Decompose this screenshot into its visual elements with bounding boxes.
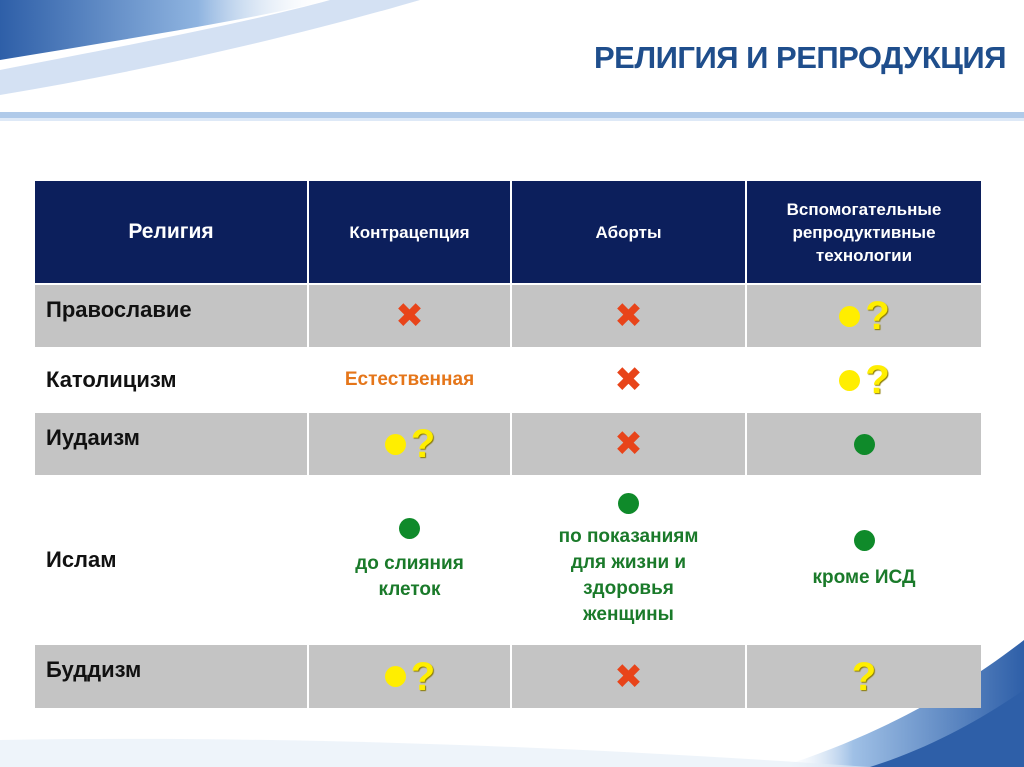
cell-abortion [511, 644, 746, 708]
cell-art [746, 284, 981, 348]
table-row-buddhism [35, 644, 981, 708]
cell-art [746, 476, 981, 644]
cell-contraception [308, 412, 511, 476]
religion-name: Ислам [35, 476, 308, 644]
table-row-islam [35, 476, 981, 644]
question-mark-icon: ? [865, 358, 890, 402]
table-row-judaism [35, 412, 981, 476]
green-dot-icon [854, 530, 875, 551]
header-abortion: Аборты [511, 181, 746, 284]
religion-name: Католицизм [35, 348, 308, 412]
question-mark-icon: ? [851, 654, 877, 699]
yellow-dot-icon [385, 666, 406, 687]
cross-icon: ✖ [614, 361, 643, 399]
slide-title: РЕЛИГИЯ И РЕПРОДУКЦИЯ [593, 40, 1006, 75]
contraception-note: до слияния клеток [355, 552, 464, 600]
religion-name: Иудаизм [35, 412, 308, 476]
question-mark-icon: ? [865, 294, 890, 338]
cell-abortion [511, 476, 746, 644]
header-art: Вспомогательные репродуктивные технологии [746, 181, 981, 284]
cross-icon: ✖ [614, 657, 643, 696]
question-mark-icon: ? [410, 422, 436, 466]
religion-name: Буддизм [35, 644, 308, 708]
cell-contraception [308, 284, 511, 348]
yellow-dot-icon [839, 370, 860, 391]
contraception-note: Естественная [344, 369, 475, 390]
green-dot-icon [399, 518, 420, 539]
cross-icon: ✖ [395, 297, 424, 335]
cell-contraception [308, 644, 511, 708]
green-dot-icon [854, 434, 875, 455]
religion-table [35, 181, 981, 708]
cell-abortion [511, 284, 746, 348]
religion-name: Православие [35, 284, 308, 348]
cell-art [746, 644, 981, 708]
header-contraception: Контрацепция [308, 181, 511, 284]
art-note: кроме ИСД [812, 566, 916, 588]
table-row-catholicism [35, 348, 981, 412]
green-dot-icon [618, 493, 639, 514]
header-religion: Религия [35, 181, 308, 284]
question-mark-icon: ? [410, 654, 436, 699]
table-header-row [35, 181, 981, 284]
cross-icon: ✖ [614, 425, 643, 463]
yellow-dot-icon [385, 434, 406, 455]
cell-contraception [308, 476, 511, 644]
cell-art [746, 348, 981, 412]
cross-icon: ✖ [614, 297, 643, 335]
abortion-note: по показаниям для жизни и здоровья женщины [558, 525, 699, 625]
cell-contraception [308, 348, 511, 412]
cell-abortion [511, 412, 746, 476]
table-row-orthodoxy [35, 284, 981, 348]
yellow-dot-icon [839, 306, 860, 327]
cell-abortion [511, 348, 746, 412]
cell-art [746, 412, 981, 476]
